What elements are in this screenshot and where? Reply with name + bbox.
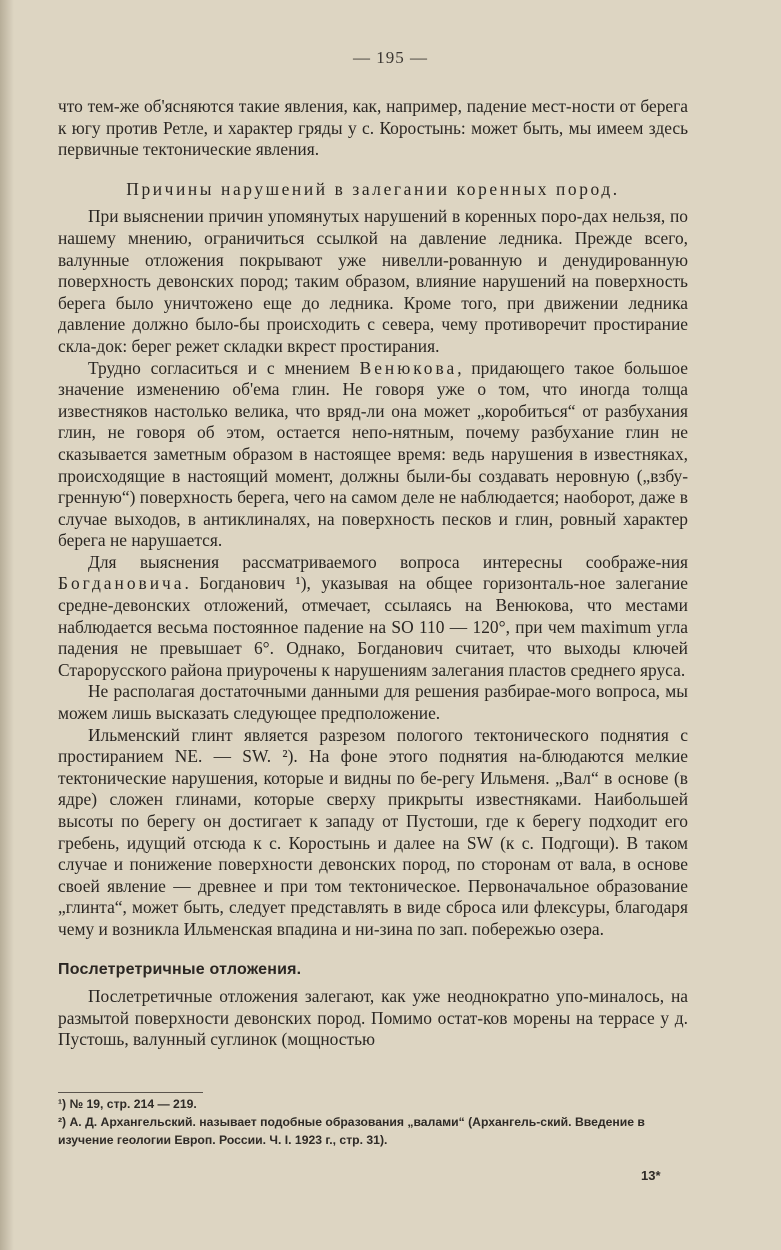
p2-start: Трудно согласиться и с мнением bbox=[88, 357, 360, 378]
footnote-2: ²) А. Д. Архангельский. называет подобные образования „валами“ (Архангель-ский. Введение в изучение геологии Европ. России. Ч. I. 1923 г., стр. 31). bbox=[58, 1115, 645, 1147]
body-text bbox=[58, 96, 688, 1051]
page-edge-shadow bbox=[0, 0, 14, 1250]
p3-rest: . Богданович ¹), указывая на общее горизонталь-ное залегание средне-девонских отложений, отмечает, ссылаясь на Венюкова, что местами наблюдается весьма постоянное падение на SO 110 — 120°, при чем maximum угла падения не превышает 6°. Однако, Богданович считает, что выходы ключей Старорусского района приурочены к нарушениям залегания пластов среднего яруса. bbox=[58, 573, 688, 680]
paragraph-venyukov bbox=[58, 358, 688, 552]
footnotes bbox=[58, 1095, 688, 1149]
section-title-post-tertiary: Послетретричные отложения. bbox=[58, 960, 302, 978]
author-venyukov: Венюкова bbox=[359, 357, 458, 378]
footnote-1: ¹) № 19, стр. 214 — 219. bbox=[58, 1097, 197, 1111]
footnote-divider bbox=[58, 1092, 203, 1093]
p2-rest: , придающего такое большое значение изменению об'ема глин. Не говоря уже о том, что иногда толща известняков настолько велика, что вряд-ли она может „коробиться“ от разбухания глин, не говоря об этом, остается непо-нятным, почему разбухание глин не сказывается заметным образом в настоящее время: ведь нарушения в известняках, происходящие в настоящий момент, должны были-бы создавать неровную („взбу-гренную“) поверхность берега, чего на самом деле не наблюдается; наоборот, даже в случае выходов, в антиклиналях, на поверхность песков и глин, ровный характер берега не нарушается. bbox=[58, 357, 688, 551]
p3-start: Для выяснения рассматриваемого вопроса интересны соображе-ния bbox=[88, 551, 688, 572]
paragraph-post-tertiary: Послетретичные отложения залегают, как уже неоднократно упо-миналось, на размытой поверхности девонских пород. Помимо остат-ков морены на террасе у д. Пустошь, валунный суглинок (мощностью bbox=[58, 986, 688, 1050]
section-title-causes: Причины нарушений в залегании коренных пород. bbox=[126, 178, 620, 199]
page-number: — 195 — bbox=[353, 48, 428, 67]
author-bogdanovich: Богдановича bbox=[58, 573, 185, 594]
paragraph-assumption: Не располагая достаточными данными для решения разбирае-мого вопроса, мы можем лишь высказать следующее предположение. bbox=[58, 681, 688, 724]
paragraph-ilmen-glint: Ильменский глинт является разрезом пологого тектонического поднятия с простиранием NE. — SW. ²). На фоне этого поднятия на-блюдаются мелкие тектонические нарушения, которые и видны по бе-регу Ильменя. „Вал“ в основе (в ядре) сложен глинами, которые сверху прикрыты известняками. Наибольшей высоты по берегу он достигает к западу от Пустоши, где к берегу подходит его гребень, идущий отсюда к с. Коростынь и далее на SW (к с. Подгощи). В таком случае и понижение поверхности девонских пород, по сторонам от вала, в основе своей явление — древнее и при том тектоническое. Первоначальное образование „глинта“, может быть, следует представлять в виде сброса или флексуры, благодаря чему и возникла Ильменская впадина и ни-зина по зап. побережью озера. bbox=[58, 724, 688, 939]
paragraph-continued: что тем-же об'ясняются такие явления, как, например, падение мест-ности от берега к югу против Ретле, и характер гряды у с. Коростынь: может быть, мы имеем здесь первичные тектонические явления. bbox=[58, 96, 688, 160]
printer-signature: 13* bbox=[641, 1168, 661, 1183]
paragraph-causes: При выяснении причин упомянутых нарушений в коренных поро-дах нельзя, по нашему мнению, ограничиться ссылкой на давление ледника. Прежде всего, валунные отложения покрывают уже нивелли-рованную и денудированную поверхность девонских пород; таким образом, влияние нарушений на поверхность берега было уничтожено еще до ледника. Кроме того, при движении ледника давление должно было-бы происходить с севера, чему противоречит простирание скла-док: берег режет складки вкрест простирания. bbox=[58, 206, 688, 356]
paragraph-bogdanovich bbox=[58, 552, 688, 682]
